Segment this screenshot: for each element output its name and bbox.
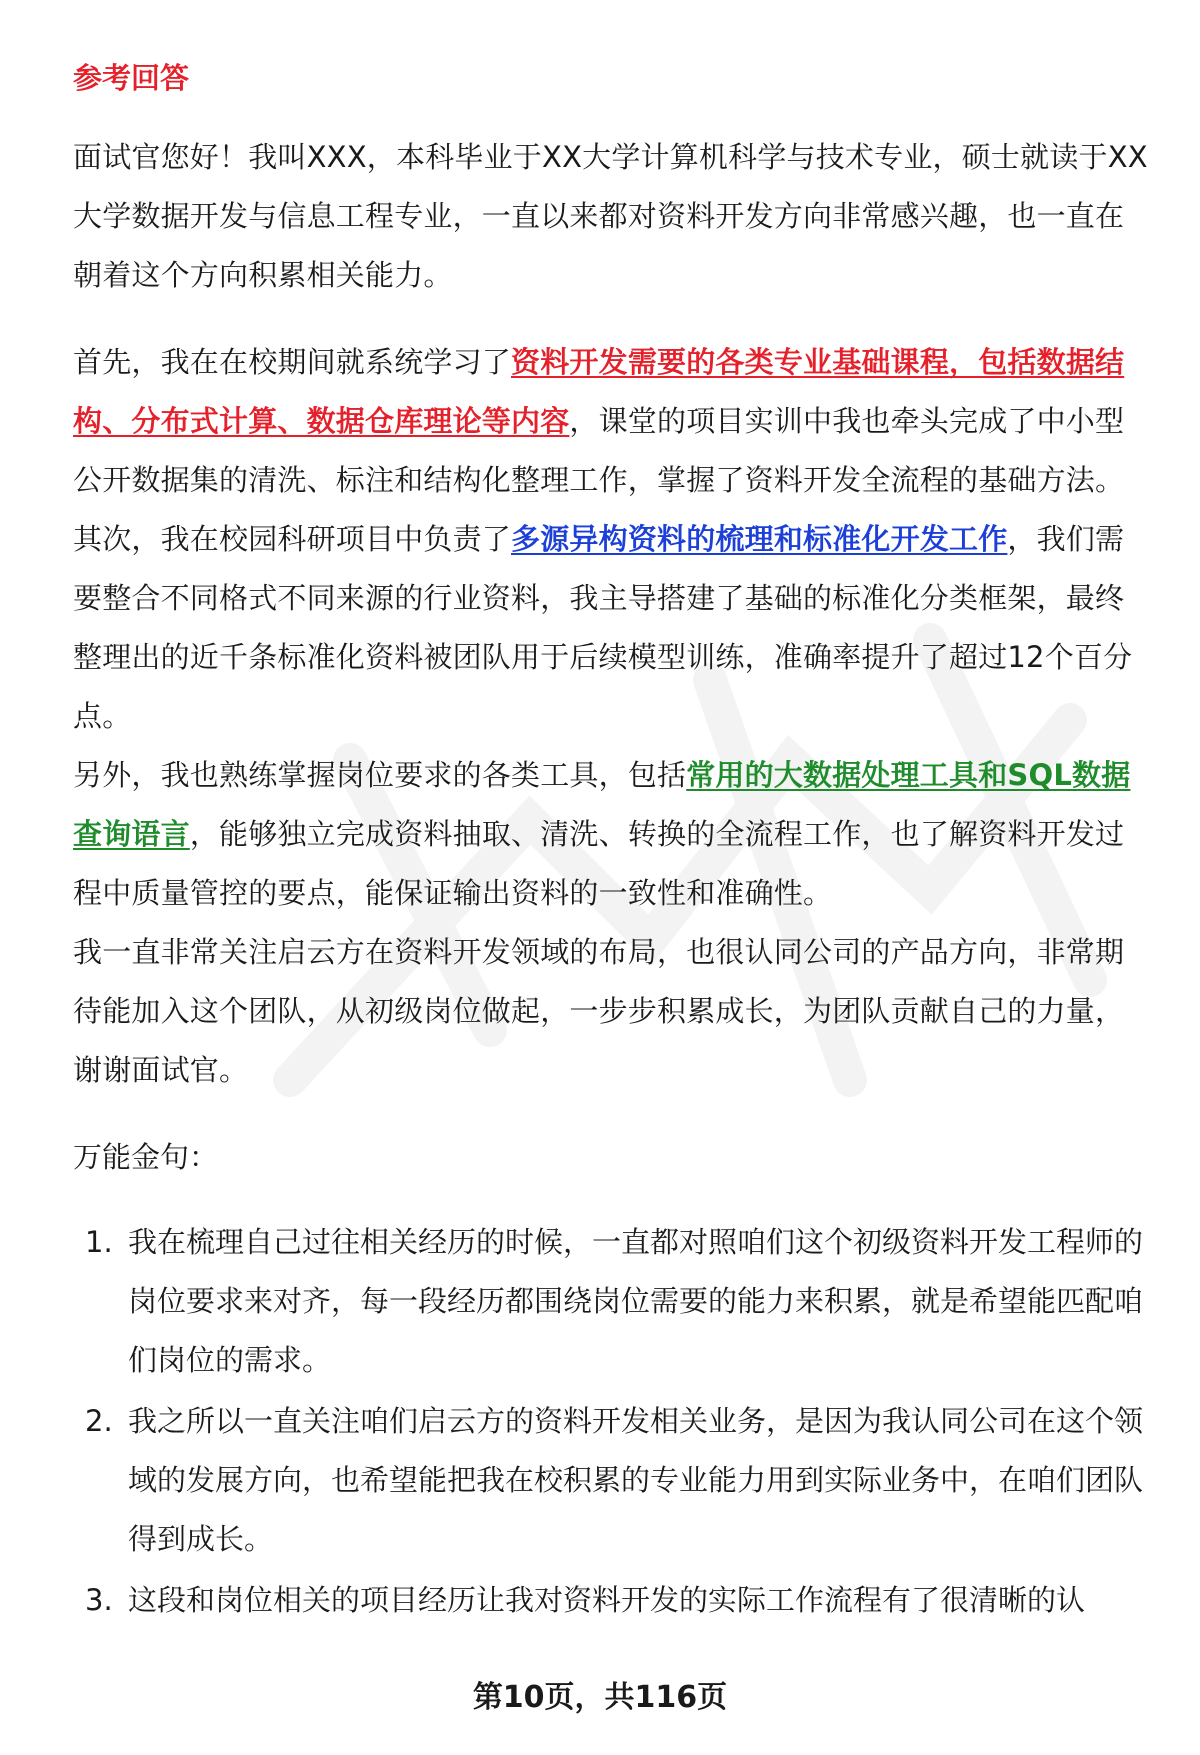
paragraph-text: 另外，我也熟练掌握岗位要求的各类工具，包括 [73, 758, 687, 792]
paragraph-text: ，我们需要整合不同格式不同来源的行业资料，我主导搭建了基础的标准化分类框架，最终整理出的近千条标准化资料被团队用于后续模型训练，准确率提升了超过12个百分点。 [73, 522, 1133, 733]
list-item [73, 1392, 1148, 1569]
list-item [73, 1213, 1148, 1390]
page-number-footer: 第10页，共116页 [472, 1680, 728, 1715]
list-text: 这段和岗位相关的项目经历让我对资料开发的实际工作流程有了很清晰的认 [128, 1583, 1086, 1617]
paragraph-text: 其次，我在校园科研项目中负责了 [73, 522, 512, 556]
list-number: 2. [85, 1404, 113, 1438]
golden-sentences-list [73, 1213, 1148, 1630]
intro-paragraph: 面试官您好！我叫XXX，本科毕业于XX大学计算机科学与技术专业，硕士就读于XX大学数据开发与信息工程专业，一直以来都对资料开发方向非常感兴趣，也一直在朝着这个方向积累相关能力。 [73, 140, 1148, 292]
paragraph-text: ，能够独立完成资料抽取、清洗、转换的全流程工作，也了解资料开发过程中质量管控的要点，能保证输出资料的一致性和准确性。 [73, 817, 1125, 910]
list-text: 我之所以一直关注咱们启云方的资料开发相关业务，是因为我认同公司在这个领域的发展方向，也希望能把我在校积累的专业能力用到实际业务中，在咱们团队得到成长。 [128, 1404, 1144, 1556]
section-heading: 参考回答 [73, 61, 190, 95]
paragraph-closing: 我一直非常关注启云方在资料开发领域的布局，也很认同公司的产品方向，非常期待能加入这个团队，从初级岗位做起，一步步积累成长，为团队贡献自己的力量，谢谢面试官。 [73, 935, 1125, 1087]
paragraph-first [73, 333, 1148, 510]
list-number: 3. [85, 1583, 113, 1617]
paragraph-second [73, 510, 1148, 746]
paragraph-text: ，课堂的项目实训中我也牵头完成了中小型公开数据集的清洗、标注和结构化整理工作，掌握了资料开发全流程的基础方法。 [73, 404, 1125, 497]
paragraph-gap [73, 1100, 1148, 1128]
list-text: 我在梳理自己过往相关经历的时候，一直都对照咱们这个初级资料开发工程师的岗位要求来对齐，每一段经历都围绕岗位需要的能力来积累，就是希望能匹配咱们岗位的需求。 [128, 1225, 1144, 1377]
paragraph-third [73, 746, 1148, 923]
paragraph-gap [73, 305, 1148, 333]
list-item [73, 1571, 1148, 1630]
list-number: 1. [85, 1225, 113, 1259]
document-content [73, 58, 1148, 1630]
highlight-blue: 多源异构资料的梳理和标准化开发工作 [511, 522, 1008, 556]
highlight-green: 常用的大数据处理工具和SQL数据查询语言 [73, 758, 1131, 851]
paragraph-text: 首先，我在在校期间就系统学习了 [73, 345, 512, 379]
golden-sentences-label: 万能金句： [73, 1140, 219, 1174]
highlight-red: 资料开发需要的各类专业基础课程，包括数据结构、分布式计算、数据仓库理论等内容 [73, 345, 1125, 438]
